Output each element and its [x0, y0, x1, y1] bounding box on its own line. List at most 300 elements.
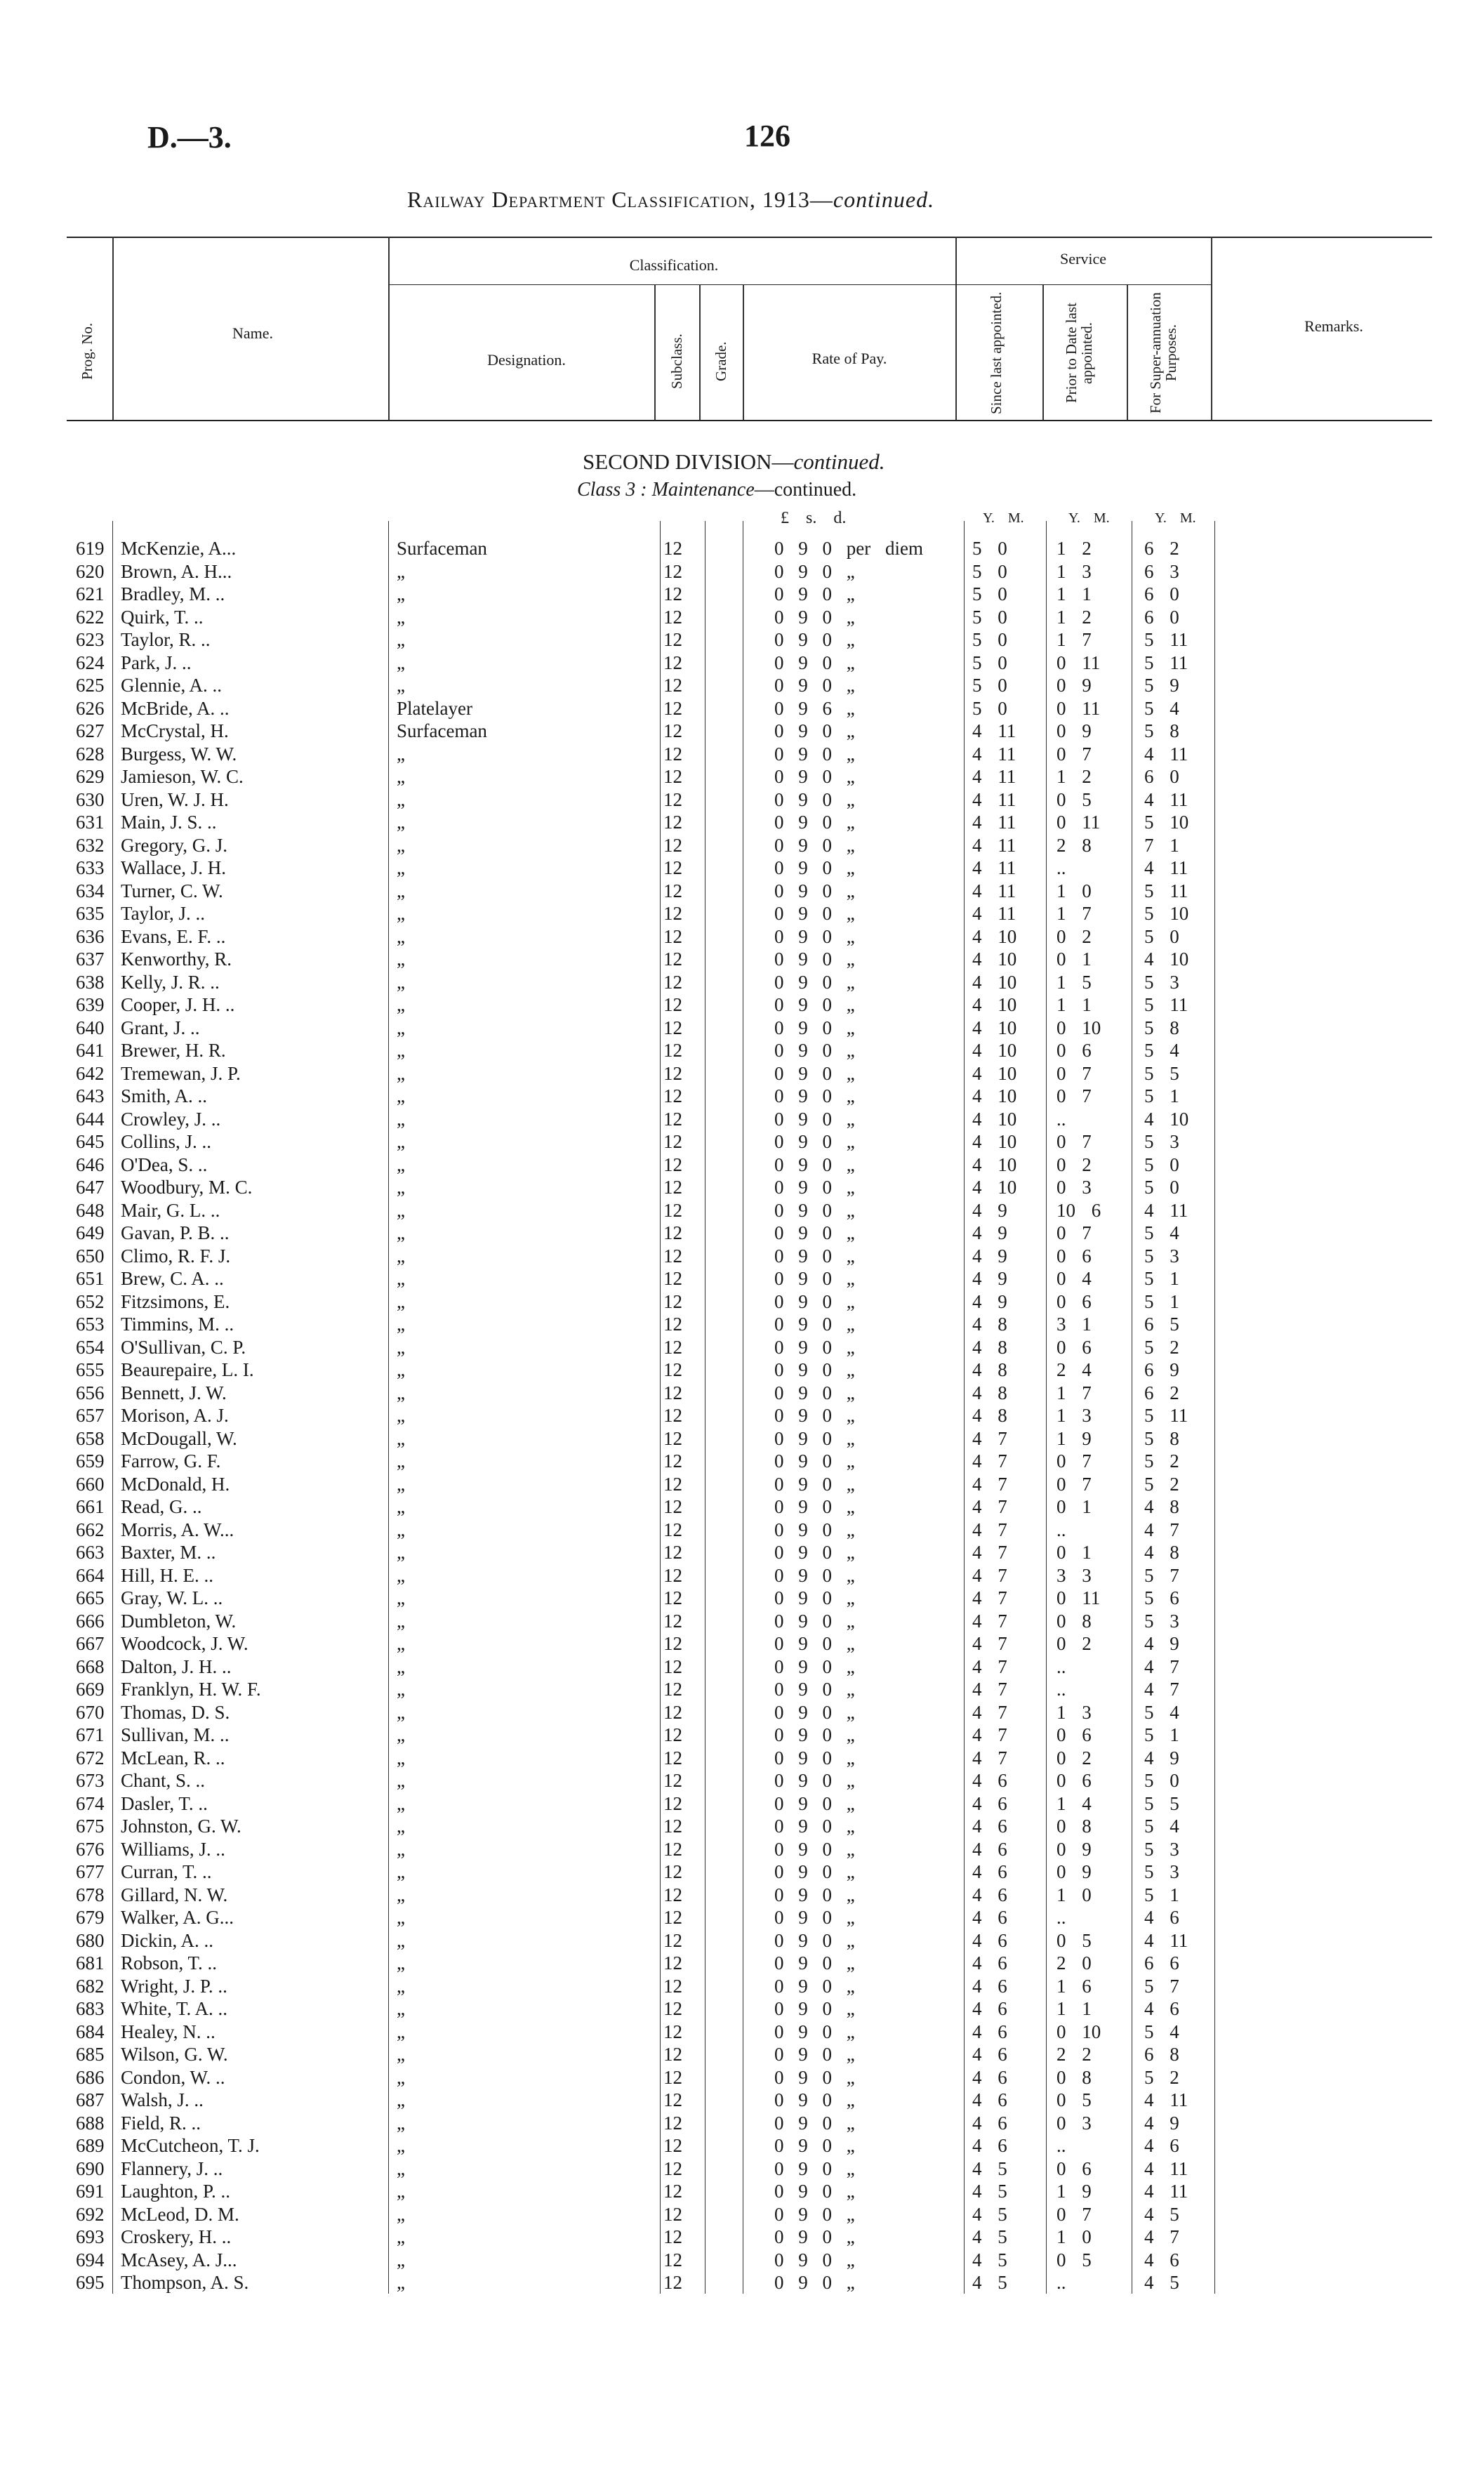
- table-row: [0, 1929, 1484, 1952]
- table-row: [0, 811, 1484, 833]
- subclass: 12: [663, 1199, 682, 1221]
- employee-name: Quirk, T. ..: [121, 606, 204, 628]
- table-row: [0, 1199, 1484, 1222]
- employee-name: Baxter, M. ..: [121, 1542, 216, 1563]
- subclass: 12: [663, 1816, 682, 1837]
- table-row: [0, 1153, 1484, 1176]
- service-superannuation: 5 9: [1144, 675, 1179, 696]
- service-prior: 0 9: [1056, 675, 1092, 696]
- prog-number: 664: [76, 1564, 105, 1586]
- designation: „: [397, 1245, 405, 1267]
- designation: „: [397, 925, 405, 947]
- subclass: 12: [663, 1177, 682, 1198]
- table-row: [0, 2249, 1484, 2271]
- table-row: [0, 560, 1484, 583]
- service-since-last: 4 10: [972, 1108, 1017, 1130]
- service-prior: 0 7: [1056, 1062, 1092, 1084]
- service-prior: 0 6: [1056, 1336, 1092, 1358]
- service-since-last: 4 6: [972, 1770, 1007, 1791]
- employee-name: Chant, S. ..: [121, 1770, 206, 1791]
- employee-name: Gray, W. L. ..: [121, 1587, 223, 1608]
- service-since-last: 5 0: [972, 583, 1007, 604]
- table-row: [0, 1108, 1484, 1130]
- designation: „: [397, 560, 405, 582]
- service-prior: ..: [1056, 1655, 1066, 1677]
- service-since-last: 4 7: [972, 1473, 1007, 1495]
- prog-number: 677: [76, 1861, 105, 1882]
- service-prior: 0 6: [1056, 2157, 1092, 2179]
- employee-name: Taylor, R. ..: [121, 629, 211, 650]
- division-title: SECOND DIVISION—: [583, 449, 794, 474]
- designation: „: [397, 1655, 405, 1677]
- service-prior: 0 2: [1056, 1153, 1092, 1175]
- service-since-last: 4 6: [972, 2112, 1007, 2134]
- service-superannuation: 6 0: [1144, 766, 1179, 787]
- designation: „: [397, 1450, 405, 1472]
- service-since-last: 4 8: [972, 1314, 1007, 1335]
- subclass: 12: [663, 2203, 682, 2225]
- service-since-last: 4 10: [972, 1177, 1017, 1198]
- subclass: 12: [663, 1017, 682, 1038]
- service-superannuation: 5 10: [1144, 812, 1189, 833]
- service-prior: ..: [1056, 1679, 1066, 1700]
- service-superannuation: 4 6: [1144, 1907, 1179, 1928]
- rate-of-pay: 0 9 0 „: [774, 1040, 855, 1061]
- division-heading: [583, 449, 885, 475]
- service-prior: 2 0: [1056, 1952, 1092, 1974]
- designation: „: [397, 857, 405, 878]
- table-row: [0, 1336, 1484, 1359]
- service-since-last: 4 7: [972, 1633, 1007, 1654]
- rate-of-pay: 0 9 0 „: [774, 1633, 855, 1654]
- prog-number: 685: [76, 2044, 105, 2065]
- employee-name: Dumbleton, W.: [121, 1610, 237, 1632]
- employee-name: Smith, A. ..: [121, 1085, 208, 1106]
- table-row: [0, 1382, 1484, 1404]
- table-row: [0, 788, 1484, 811]
- rate-of-pay: 0 9 0 „: [774, 606, 855, 628]
- service-prior: ..: [1056, 2135, 1066, 2156]
- prog-number: 693: [76, 2226, 105, 2247]
- service-superannuation: 4 9: [1144, 2112, 1179, 2134]
- designation: „: [397, 1679, 405, 1700]
- prog-number: 694: [76, 2249, 105, 2270]
- table-row: [0, 2203, 1484, 2226]
- service-superannuation: 4 11: [1144, 788, 1188, 810]
- table-row: [0, 971, 1484, 993]
- prog-number: 620: [76, 560, 105, 582]
- rate-of-pay: 0 9 0 per diem: [774, 538, 923, 559]
- employee-name: McDonald, H.: [121, 1473, 230, 1495]
- rate-of-pay: 0 9 0 „: [774, 1542, 855, 1563]
- subclass: 12: [663, 766, 682, 787]
- service-superannuation: 4 7: [1144, 1679, 1179, 1700]
- service-since-last: 4 6: [972, 1952, 1007, 1974]
- employee-name: Healey, N. ..: [121, 2021, 216, 2042]
- rate-of-pay: 0 9 0 „: [774, 1701, 855, 1723]
- service-since-last: 4 9: [972, 1222, 1007, 1243]
- prog-number: 680: [76, 1929, 105, 1951]
- employee-name: Evans, E. F. ..: [121, 925, 226, 947]
- class-heading: [577, 479, 856, 501]
- service-since-last: 4 8: [972, 1405, 1007, 1426]
- designation: „: [397, 1747, 405, 1769]
- service-since-last: 4 11: [972, 788, 1016, 810]
- employee-name: Dalton, J. H. ..: [121, 1655, 232, 1677]
- prog-number: 642: [76, 1062, 105, 1084]
- prog-number: 655: [76, 1359, 105, 1380]
- table-row: [0, 1473, 1484, 1495]
- designation: „: [397, 1884, 405, 1905]
- rate-of-pay: 0 9 0 „: [774, 2249, 855, 2270]
- table-row: [0, 1860, 1484, 1883]
- col-header-prior-to-date: Prior to Date last appointed.: [1063, 303, 1095, 403]
- service-prior: 1 1: [1056, 1998, 1092, 2019]
- designation: „: [397, 880, 405, 901]
- service-superannuation: 6 8: [1144, 2044, 1179, 2065]
- subclass: 12: [663, 1542, 682, 1563]
- employee-name: Johnston, G. W.: [121, 1816, 241, 1837]
- service-superannuation: 7 1: [1144, 834, 1179, 856]
- table-row: [0, 537, 1484, 560]
- rate-of-pay: 0 9 0 „: [774, 583, 855, 604]
- service-prior: 0 4: [1056, 1268, 1092, 1289]
- subclass: 12: [663, 1519, 682, 1540]
- service-superannuation: 5 2: [1144, 2066, 1179, 2088]
- designation: „: [397, 1816, 405, 1837]
- prog-number: 690: [76, 2157, 105, 2179]
- employee-name: Cooper, J. H. ..: [121, 994, 235, 1015]
- table-row: [0, 2089, 1484, 2111]
- table-row: [0, 1222, 1484, 1244]
- prog-number: 669: [76, 1679, 105, 1700]
- service-prior: 0 5: [1056, 2249, 1092, 2270]
- service-superannuation: 5 3: [1144, 1861, 1179, 1882]
- service-since-last: 4 7: [972, 1610, 1007, 1632]
- prog-number: 650: [76, 1245, 105, 1267]
- service-since-last: 5 0: [972, 606, 1007, 628]
- employee-name: Morison, A. J.: [121, 1405, 229, 1426]
- service-since-last: 4 7: [972, 1450, 1007, 1472]
- designation: „: [397, 606, 405, 628]
- subclass: 12: [663, 2272, 682, 2293]
- table-row: [0, 743, 1484, 765]
- service-since-last: 4 8: [972, 1382, 1007, 1403]
- employee-name: Kenworthy, R.: [121, 948, 232, 970]
- designation: „: [397, 1542, 405, 1563]
- prog-number: 630: [76, 788, 105, 810]
- class-continued: —continued.: [754, 479, 857, 501]
- table-row: [0, 857, 1484, 879]
- header-sep-name: [388, 237, 390, 420]
- col-header-rate-of-pay: Rate of Pay.: [811, 350, 887, 367]
- service-superannuation: 5 3: [1144, 971, 1179, 993]
- service-prior: 0 10: [1056, 1017, 1101, 1038]
- service-since-last: 4 6: [972, 1907, 1007, 1928]
- class-label: Class 3 :: [577, 479, 647, 501]
- service-since-last: 4 9: [972, 1245, 1007, 1267]
- employee-name: Dasler, T. ..: [121, 1792, 208, 1814]
- rate-of-pay: 0 9 0 „: [774, 1655, 855, 1677]
- designation: „: [397, 1564, 405, 1586]
- employee-name: Brew, C. A. ..: [121, 1268, 224, 1289]
- service-since-last: 4 7: [972, 1655, 1007, 1677]
- col-header-designation: Designation.: [487, 351, 566, 369]
- rate-of-pay: 0 9 0 „: [774, 1816, 855, 1837]
- service-prior: 1 7: [1056, 629, 1092, 650]
- running-title-main: Railway Department Classification, 1913—: [407, 187, 833, 212]
- service-subrule: [955, 284, 1211, 285]
- rate-of-pay: 0 9 0 „: [774, 560, 855, 582]
- service-prior: 0 8: [1056, 1610, 1092, 1632]
- employee-name: Hill, H. E. ..: [121, 1564, 213, 1586]
- service-prior: 0 7: [1056, 1131, 1092, 1152]
- service-superannuation: 4 6: [1144, 2249, 1179, 2270]
- service-prior: 1 7: [1056, 903, 1092, 924]
- header-sep-rate: [955, 237, 957, 420]
- rate-of-pay: 0 9 0 „: [774, 2044, 855, 2065]
- subclass: 12: [663, 629, 682, 650]
- service-superannuation: 6 5: [1144, 1314, 1179, 1335]
- rate-of-pay: 0 9 0 „: [774, 834, 855, 856]
- table-row: [0, 720, 1484, 742]
- table-row: [0, 1130, 1484, 1153]
- rate-of-pay: 0 9 0 „: [774, 652, 855, 673]
- service-prior: 1 7: [1056, 1382, 1092, 1403]
- subclass: 12: [663, 1450, 682, 1472]
- table-row: [0, 1610, 1484, 1632]
- rate-of-pay: 0 9 0 „: [774, 2135, 855, 2156]
- service-superannuation: 5 2: [1144, 1473, 1179, 1495]
- service-since-last: 4 11: [972, 743, 1016, 765]
- designation: „: [397, 1153, 405, 1175]
- employee-name: McKenzie, A...: [121, 538, 237, 559]
- service-prior: 1 0: [1056, 880, 1092, 901]
- subclass: 12: [663, 1131, 682, 1152]
- subclass: 12: [663, 1085, 682, 1106]
- service-since-last: 4 8: [972, 1359, 1007, 1380]
- prog-number: 635: [76, 903, 105, 924]
- prog-number: 640: [76, 1017, 105, 1038]
- service-prior: ..: [1056, 2272, 1066, 2293]
- subclass: 12: [663, 1975, 682, 1997]
- table-row: [0, 1815, 1484, 1837]
- prog-number: 646: [76, 1153, 105, 1175]
- subclass: 12: [663, 1610, 682, 1632]
- employee-name: Read, G. ..: [121, 1496, 202, 1517]
- header-sep-sub: [699, 284, 701, 420]
- subclass: 12: [663, 1838, 682, 1860]
- prog-number: 673: [76, 1770, 105, 1791]
- prog-number: 654: [76, 1336, 105, 1358]
- subclass: 12: [663, 971, 682, 993]
- service-since-last: 4 6: [972, 2044, 1007, 2065]
- subclass: 12: [663, 1496, 682, 1517]
- table-row: [0, 1769, 1484, 1792]
- header-sep-prog: [112, 237, 114, 420]
- subclass: 12: [663, 2226, 682, 2247]
- rate-of-pay: 0 9 0 „: [774, 1314, 855, 1335]
- service-prior: 0 9: [1056, 1838, 1092, 1860]
- table-row: [0, 2157, 1484, 2180]
- table-row: [0, 2021, 1484, 2043]
- service-superannuation: 5 11: [1144, 629, 1188, 650]
- subclass: 12: [663, 1701, 682, 1723]
- subclass: 12: [663, 834, 682, 856]
- employee-name: Fitzsimons, E.: [121, 1290, 230, 1312]
- prog-number: 678: [76, 1884, 105, 1905]
- service-superannuation: 6 0: [1144, 606, 1179, 628]
- service-since-last: 4 6: [972, 1792, 1007, 1814]
- table-row: [0, 1017, 1484, 1039]
- col-header-for-superannuation: For Super-annuation Purposes.: [1147, 292, 1179, 414]
- service-prior: 0 6: [1056, 1040, 1092, 1061]
- prog-number: 641: [76, 1040, 105, 1061]
- rate-of-pay: 0 9 0 „: [774, 2157, 855, 2179]
- prog-number: 653: [76, 1314, 105, 1335]
- service-superannuation: 5 0: [1144, 1153, 1179, 1175]
- rate-of-pay: 0 9 0 „: [774, 1131, 855, 1152]
- table-row: [0, 1313, 1484, 1335]
- rate-of-pay: 0 9 0 „: [774, 1177, 855, 1198]
- class-name: Maintenance: [651, 479, 755, 501]
- rate-of-pay: 0 9 0 „: [774, 1679, 855, 1700]
- service-since-last: 4 10: [972, 1085, 1017, 1106]
- service-superannuation: 4 7: [1144, 1655, 1179, 1677]
- service-since-last: 4 10: [972, 1040, 1017, 1061]
- page-number: 126: [744, 119, 790, 153]
- prog-number: 692: [76, 2203, 105, 2225]
- prog-number: 649: [76, 1222, 105, 1243]
- subclass: 12: [663, 1382, 682, 1403]
- table-row: [0, 925, 1484, 948]
- employee-name: Brown, A. H...: [121, 560, 232, 582]
- employee-name: O'Sullivan, C. P.: [121, 1336, 246, 1358]
- col-header-name: Name.: [232, 324, 274, 342]
- service-prior: 0 3: [1056, 2112, 1092, 2134]
- table-row: [0, 1587, 1484, 1609]
- designation: „: [397, 1633, 405, 1654]
- service-prior: 0 5: [1056, 788, 1092, 810]
- employee-name: Jamieson, W. C.: [121, 766, 244, 787]
- table-row: [0, 1039, 1484, 1062]
- service-superannuation: 5 4: [1144, 2021, 1179, 2042]
- service-superannuation: 5 1: [1144, 1290, 1179, 1312]
- subclass: 12: [663, 1907, 682, 1928]
- service-prior: 0 2: [1056, 925, 1092, 947]
- prog-number: 662: [76, 1519, 105, 1540]
- rate-of-pay: 0 9 0 „: [774, 2272, 855, 2293]
- col-header-remarks: Remarks.: [1304, 317, 1363, 335]
- designation: „: [397, 1359, 405, 1380]
- designation: „: [397, 1587, 405, 1608]
- rate-of-pay: 0 9 0 „: [774, 1975, 855, 1997]
- designation: „: [397, 903, 405, 924]
- rate-of-pay: 0 9 0 „: [774, 1587, 855, 1608]
- money-unit-label: £ s. d.: [781, 509, 847, 527]
- subclass: 12: [663, 583, 682, 604]
- subclass: 12: [663, 1062, 682, 1084]
- designation: „: [397, 2272, 405, 2293]
- service-prior: 1 3: [1056, 1701, 1092, 1723]
- service-since-last: 4 11: [972, 880, 1016, 901]
- rate-of-pay: 0 9 0 „: [774, 1998, 855, 2019]
- table-row: [0, 2043, 1484, 2065]
- service-superannuation: 5 1: [1144, 1268, 1179, 1289]
- designation: „: [397, 948, 405, 970]
- employee-name: Park, J. ..: [121, 652, 192, 673]
- service-superannuation: 4 10: [1144, 948, 1189, 970]
- employee-name: Curran, T. ..: [121, 1861, 212, 1882]
- rate-of-pay: 0 9 0 „: [774, 1085, 855, 1106]
- rate-of-pay: 0 9 0 „: [774, 1747, 855, 1769]
- subclass: 12: [663, 1724, 682, 1745]
- designation: „: [397, 2203, 405, 2225]
- table-row: [0, 2180, 1484, 2202]
- service-prior: 0 7: [1056, 1222, 1092, 1243]
- prog-number: 648: [76, 1199, 105, 1221]
- prog-number: 645: [76, 1131, 105, 1152]
- subclass: 12: [663, 903, 682, 924]
- designation: „: [397, 2066, 405, 2088]
- service-superannuation: 4 8: [1144, 1542, 1179, 1563]
- service-superannuation: 6 6: [1144, 1952, 1179, 1974]
- prog-number: 632: [76, 834, 105, 856]
- prog-number: 663: [76, 1542, 105, 1563]
- service-prior: 0 8: [1056, 2066, 1092, 2088]
- subclass: 12: [663, 2021, 682, 2042]
- prog-number: 667: [76, 1633, 105, 1654]
- employee-name: Gavan, P. B. ..: [121, 1222, 230, 1243]
- designation: „: [397, 812, 405, 833]
- division-continued: continued.: [793, 449, 885, 474]
- designation: „: [397, 2157, 405, 2179]
- subclass: 12: [663, 1473, 682, 1495]
- service-prior: 1 1: [1056, 583, 1092, 604]
- designation: „: [397, 1952, 405, 1974]
- rate-of-pay: 0 9 0 „: [774, 2066, 855, 2088]
- employee-name: McCrystal, H.: [121, 720, 229, 741]
- subclass: 12: [663, 1884, 682, 1905]
- service-superannuation: 5 7: [1144, 1975, 1179, 1997]
- service-since-last: 4 7: [972, 1519, 1007, 1540]
- prog-number: 623: [76, 629, 105, 650]
- prog-number: 671: [76, 1724, 105, 1745]
- service-prior: 0 3: [1056, 1177, 1092, 1198]
- designation: „: [397, 675, 405, 696]
- table-row: [0, 1062, 1484, 1085]
- service-prior: 0 9: [1056, 1861, 1092, 1882]
- employee-name: Bennett, J. W.: [121, 1382, 227, 1403]
- employee-name: Gillard, N. W.: [121, 1884, 228, 1905]
- service-prior: 1 2: [1056, 538, 1092, 559]
- service-since-last: 4 11: [972, 812, 1016, 833]
- designation: „: [397, 1268, 405, 1289]
- service-since-last: 4 5: [972, 2203, 1007, 2225]
- employee-name: McLean, R. ..: [121, 1747, 225, 1769]
- service-superannuation: 5 0: [1144, 1770, 1179, 1791]
- table-row: [0, 1792, 1484, 1815]
- service-prior: 1 2: [1056, 766, 1092, 787]
- col-header-since-last: Since last appointed.: [988, 291, 1005, 414]
- service-since-last: 4 5: [972, 2249, 1007, 2270]
- col-header-grade: Grade.: [713, 341, 729, 382]
- service-superannuation: 5 4: [1144, 1040, 1179, 1061]
- designation: Surfaceman: [397, 538, 487, 559]
- prog-number: 659: [76, 1450, 105, 1472]
- rate-of-pay: 0 9 0 „: [774, 1770, 855, 1791]
- table-row: [0, 606, 1484, 628]
